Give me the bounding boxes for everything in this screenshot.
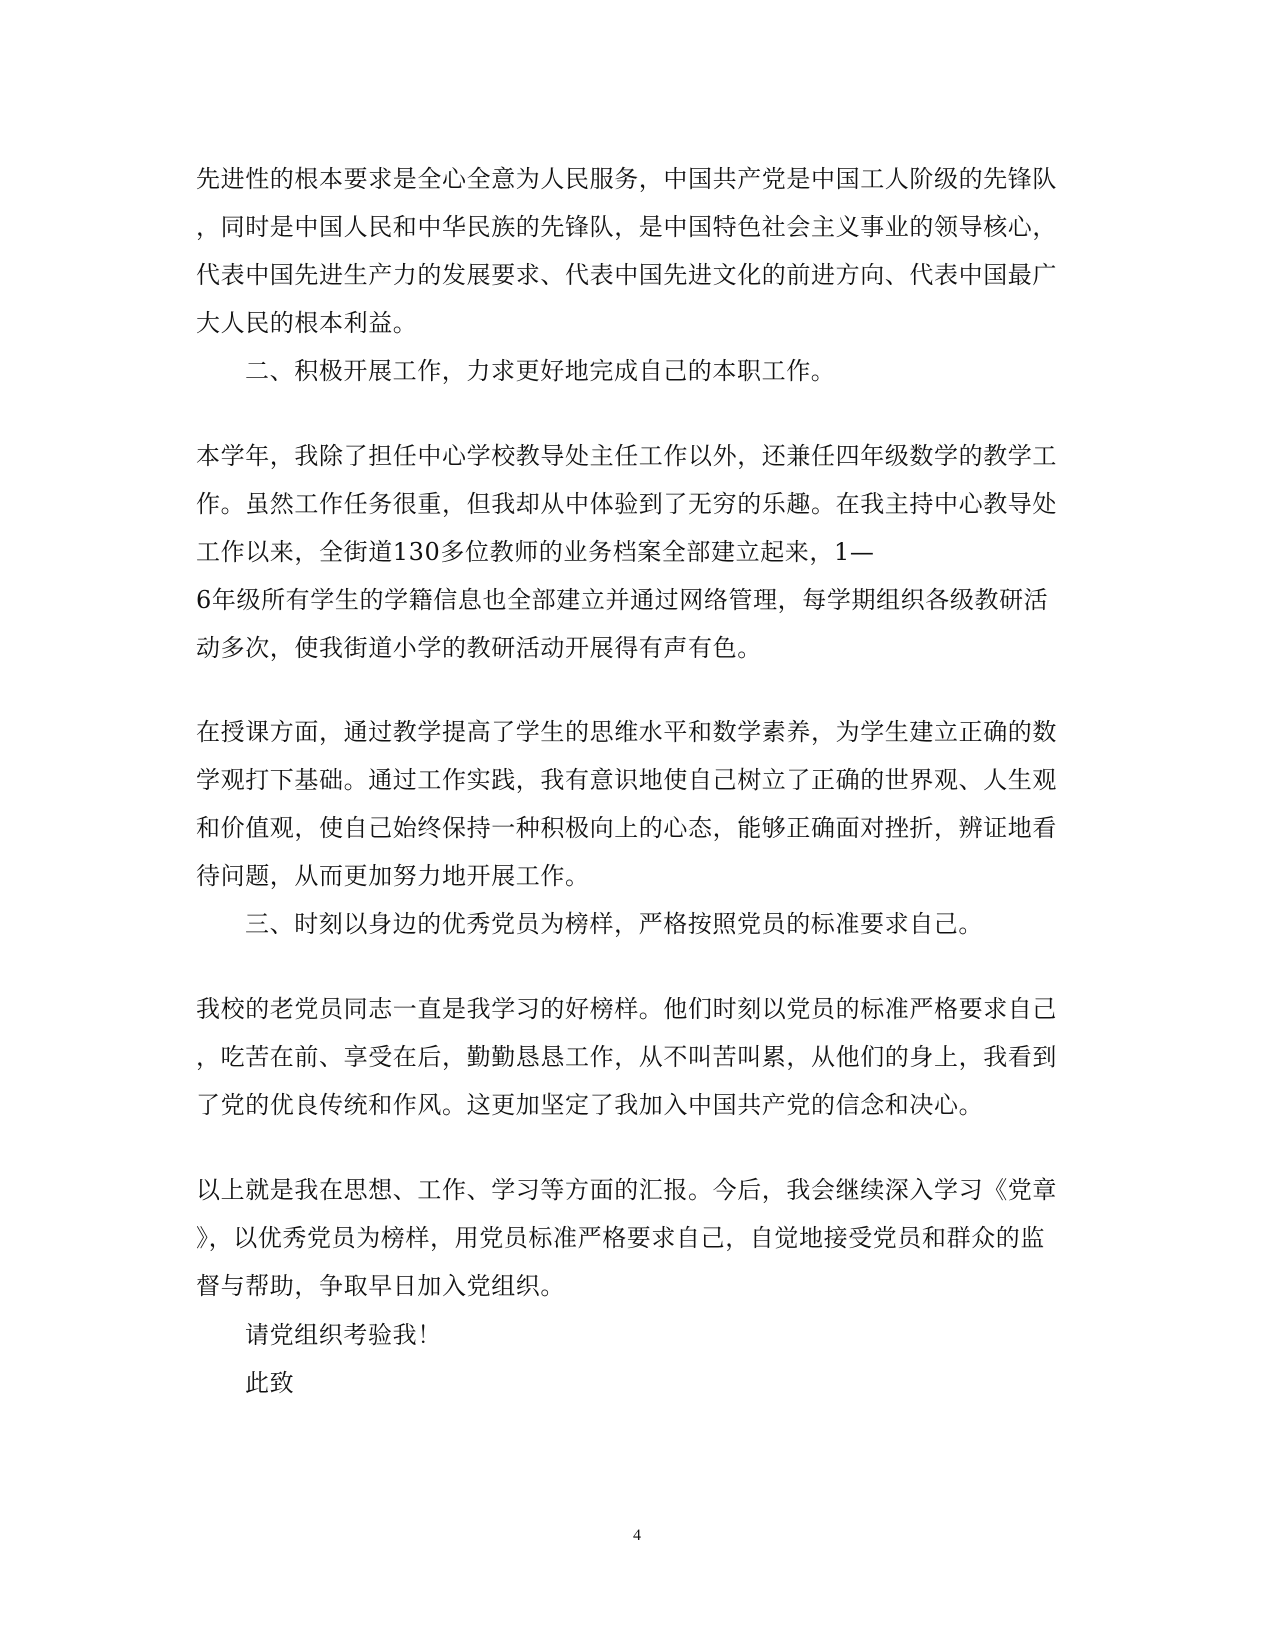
- body-text-line: 我校的老党员同志一直是我学习的好榜样。他们时刻以党员的标准严格要求自己: [196, 995, 1057, 1023]
- body-text-line: 代表中国先进生产力的发展要求、代表中国先进文化的前进方向、代表中国最广: [196, 261, 1057, 289]
- page-number: 4: [633, 1527, 641, 1544]
- body-text-line: ，吃苦在前、享受在后，勤勤恳恳工作，从不叫苦叫累，从他们的身上，我看到: [196, 1043, 1057, 1071]
- body-text-line: ，同时是中国人民和中华民族的先锋队，是中国特色社会主义事业的领导核心，: [196, 213, 1057, 241]
- body-text-line: 作。虽然工作任务很重，但我却从中体验到了无穷的乐趣。在我主持中心教导处: [196, 490, 1057, 518]
- body-text-line: 》，以优秀党员为榜样，用党员标准严格要求自己，自觉地接受党员和群众的监: [196, 1224, 1045, 1252]
- body-text-line: 本学年，我除了担任中心学校教导处主任工作以外，还兼任四年级数学的教学工: [196, 442, 1057, 470]
- body-text-line: 大人民的根本利益。: [196, 309, 418, 337]
- closing-salutation: 此致: [245, 1369, 295, 1397]
- body-text-line: 6年级所有学生的学籍信息也全部建立并通过网络管理，每学期组织各级教研活: [196, 586, 1049, 614]
- section-heading: 二、积极开展工作，力求更好地完成自己的本职工作。: [245, 357, 836, 385]
- body-text-line: 学观打下基础。通过工作实践，我有意识地使自己树立了正确的世界观、人生观: [196, 766, 1057, 794]
- body-text-line: 了党的优良传统和作风。这更加坚定了我加入中国共产党的信念和决心。: [196, 1091, 984, 1119]
- section-heading: 三、时刻以身边的优秀党员为榜样，严格按照党员的标准要求自己。: [245, 910, 983, 938]
- body-text-line: 工作以来，全街道130多位教师的业务档案全部建立起来，1—: [196, 538, 875, 566]
- body-text-line: 待问题，从而更加努力地开展工作。: [196, 862, 590, 890]
- body-text-line: 和价值观，使自己始终保持一种积极向上的心态，能够正确面对挫折，辨证地看: [196, 814, 1057, 842]
- body-text-line: 动多次，使我街道小学的教研活动开展得有声有色。: [196, 634, 762, 662]
- closing-request: 请党组织考验我！: [245, 1321, 442, 1349]
- body-text-line: 在授课方面，通过教学提高了学生的思维水平和数学素养，为学生建立正确的数: [196, 718, 1057, 746]
- body-text-line: 督与帮助，争取早日加入党组织。: [196, 1272, 565, 1300]
- body-text-line: 先进性的根本要求是全心全意为人民服务，中国共产党是中国工人阶级的先锋队: [196, 165, 1057, 193]
- body-text-line: 以上就是我在思想、工作、学习等方面的汇报。今后，我会继续深入学习《党章: [196, 1176, 1057, 1204]
